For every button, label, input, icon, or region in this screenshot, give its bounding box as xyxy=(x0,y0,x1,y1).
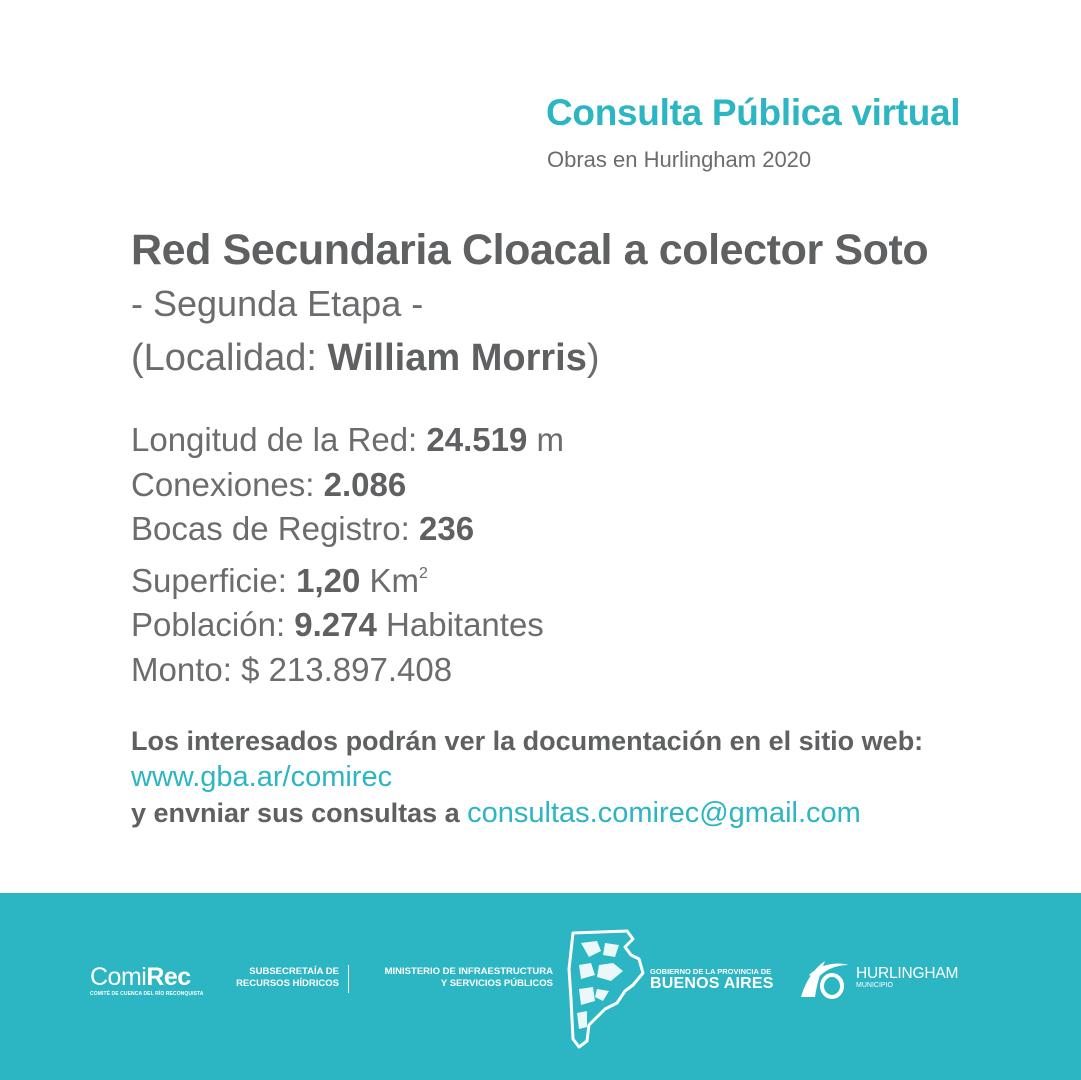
info-lead: Los interesados podrán ver la documentación en el sitio web: xyxy=(131,726,924,756)
detail-label: Superficie: xyxy=(131,561,297,599)
subsecretaria-line1: SUBSECRETAÍA DE xyxy=(249,966,339,977)
project-title: Red Secundaria Cloacal a colector Soto xyxy=(131,226,929,274)
comirec-logo xyxy=(90,963,204,997)
project-details xyxy=(131,418,564,692)
info-block xyxy=(131,723,923,831)
detail-label: Bocas de Registro: xyxy=(131,510,419,547)
detail-poblacion xyxy=(131,603,564,648)
detail-value: 24.519 xyxy=(426,421,528,458)
website-link[interactable]: www.gba.ar/comirec xyxy=(131,761,393,793)
location-name: William Morris xyxy=(327,337,587,379)
header-subtitle: Obras en Hurlingham 2020 xyxy=(547,147,812,172)
detail-value: $ 213.897.408 xyxy=(241,650,453,688)
hurlingham-logo xyxy=(856,965,958,989)
provincia-logo xyxy=(650,967,774,993)
detail-unit: m xyxy=(527,421,564,458)
hurlingham-line1: HURLINGHAM xyxy=(856,965,959,982)
detail-monto xyxy=(131,648,564,693)
detail-label: Longitud de la Red: xyxy=(131,421,427,458)
consult-lead: y envniar sus consultas a xyxy=(131,798,468,828)
subsecretaria-line2: RECURSOS HÍDRICOS xyxy=(236,978,339,989)
detail-unit: Km xyxy=(360,561,419,599)
detail-value: 9.274 xyxy=(294,606,377,643)
detail-longitud xyxy=(131,418,564,463)
provincia-line2: BUENOS AIRES xyxy=(650,975,774,992)
hurlingham-emblem-icon xyxy=(795,953,851,1003)
comirec-name-a: Comi xyxy=(90,963,147,991)
comirec-tagline: COMITÉ DE CUENCA DEL RÍO RECONQUISTA xyxy=(90,991,204,997)
comirec-name-b: Rec xyxy=(146,963,191,991)
detail-value: 236 xyxy=(418,510,475,547)
detail-value: 2.086 xyxy=(323,465,407,503)
detail-label: Monto: xyxy=(131,650,242,688)
project-location xyxy=(131,337,600,380)
detail-unit: Habitantes xyxy=(376,606,544,643)
subsecretaria-logo xyxy=(236,966,339,990)
detail-conexiones xyxy=(131,463,564,508)
ministerio-line1: MINISTERIO DE INFRAESTRUCTURA xyxy=(384,966,553,977)
buenos-aires-map-icon xyxy=(567,929,645,1049)
detail-superficie xyxy=(131,552,564,604)
hurlingham-line2: MUNICIPIO xyxy=(856,982,893,989)
detail-label: Población: xyxy=(131,606,295,643)
detail-value: 1,20 xyxy=(296,561,361,599)
detail-label: Conexiones: xyxy=(131,465,324,503)
detail-bocas xyxy=(131,507,564,552)
project-stage: - Segunda Etapa - xyxy=(131,283,424,324)
location-prefix: (Localidad: xyxy=(131,337,328,379)
provincia-line1: GOBIERNO DE LA PROVINCIA DE xyxy=(650,967,772,976)
footer-logos-bar xyxy=(0,893,1081,1080)
email-link[interactable]: consultas.comirec@gmail.com xyxy=(467,797,861,829)
logo-divider xyxy=(348,965,349,993)
detail-unit-superscript: 2 xyxy=(419,564,428,582)
location-suffix: ) xyxy=(586,337,600,379)
ministerio-line2: Y SERVICIOS PÚBLICOS xyxy=(440,978,553,989)
ministerio-logo xyxy=(385,966,553,990)
header-title: Consulta Pública virtual xyxy=(546,92,961,133)
